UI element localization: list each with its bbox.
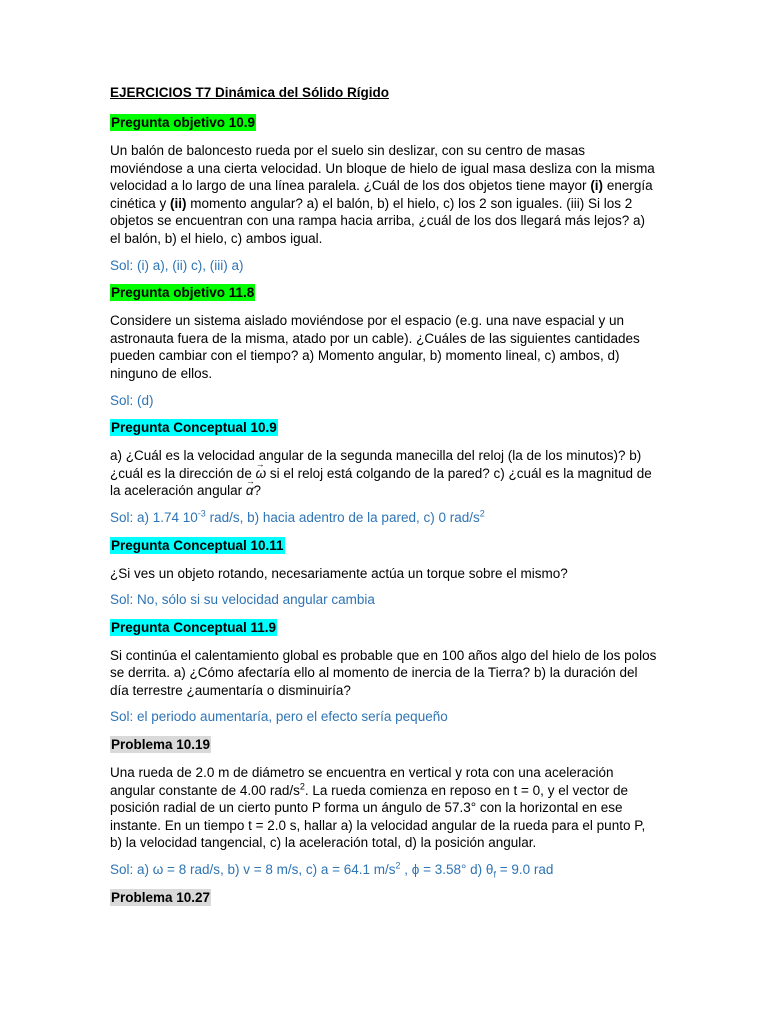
question-text: Si continúa el calentamiento global es probable que en 100 años algo del hielo de los polos se derrita. a) ¿Cómo afectaría ello al momento de inercia de la Tierra? b) la duración del día terrestre ¿aumentaría o disminuiría? bbox=[110, 647, 657, 698]
solution-text: Sol: a) ω = 8 rad/s, b) v = 8 m/s, c) a = 64.1 $m/s^2$ , ϕ = 3.58° d) $\theta_f = 9.0$ rad bbox=[110, 860, 554, 880]
question-conceptual-10-9 bbox=[110, 419, 658, 437]
problem-10-19 bbox=[110, 736, 658, 754]
solution-text: Sol: el periodo aumentaría, pero el efecto sería pequeño bbox=[110, 709, 448, 725]
section-heading: Pregunta Conceptual 10.11 bbox=[111, 537, 284, 553]
solution-text: Sol: (i) a), (ii) c), (iii) a) bbox=[110, 257, 244, 273]
solution-text: Sol: No, sólo si su velocidad angular cambia bbox=[110, 592, 375, 608]
section-heading: Problema 10.27 bbox=[111, 889, 211, 905]
problem-10-27 bbox=[110, 889, 658, 907]
section-heading: Pregunta objetivo 11.8 bbox=[111, 285, 255, 301]
question-conceptual-11-9 bbox=[110, 619, 658, 637]
question-text: a) ¿Cuál es la velocidad angular de la segunda manecilla del reloj (la de los minutos)? b) ¿cuál es la dirección de → ω si el reloj está colgando de la pared? c) ¿cuál es la magnitud de la aceleración angular → α? bbox=[110, 447, 658, 500]
section-heading: Problema 10.19 bbox=[111, 737, 211, 753]
question-text: ¿Si ves un objeto rotando, necesariamente actúa un torque sobre el mismo? bbox=[110, 565, 568, 581]
omega-vector-symbol: → ω bbox=[256, 465, 267, 483]
question-objective-11-8 bbox=[110, 284, 658, 302]
question-conceptual-10-11 bbox=[110, 537, 658, 555]
alpha-vector-symbol: → α bbox=[246, 482, 254, 500]
question-text: Considere un sistema aislado moviéndose por el espacio (e.g. una nave espacial y un astronauta fuera de la misma, atado por un cable). ¿Cuáles de las siguientes cantidades pueden cambiar con el tiempo? a) Momento angular, b) momento lineal, c) ambos, d) ninguno de ellos. bbox=[110, 313, 640, 381]
solution-text: Sol: (d) bbox=[110, 392, 154, 408]
solution-text: Sol: a) 1.74 $10^{-3}$ rad/s, b) hacia adentro de la pared, c) 0 rad/$s^2$ bbox=[110, 508, 485, 525]
question-objective-10-9 bbox=[110, 114, 658, 132]
question-text: Un balón de baloncesto rueda por el suelo sin deslizar, con su centro de masas moviéndose a una cierta velocidad. Un bloque de hielo de igual masa desliza con la misma velocidad a lo largo de una línea paralela. ¿Cuál de los dos objetos tiene mayor (i) energía cinética y (ii) momento angular? a) el balón, b) el hielo, c) los 2 son iguales. (iii) Si los 2 objetos se encuentran con una rampa hacia arriba, ¿cuál de los dos llegará más lejos? a) el balón, b) el hielo, c) ambos igual. bbox=[110, 143, 655, 246]
section-heading: Pregunta Conceptual 11.9 bbox=[111, 619, 277, 635]
problem-text: Una rueda de 2.0 m de diámetro se encuentra en vertical y rota con una aceleración angular constante de 4.00 rad/$s^2$. La rueda comienza en reposo en t = 0, y el vector de posición radial de un cierto punto P forma un ángulo de 57.3° con la horizontal en ese instante. En un tiempo t = 2.0 s, hallar a) la velocidad angular de la rueda para el punto P, b) la velocidad tangencial, c) la aceleración total, d) la posición angular. bbox=[110, 765, 646, 851]
section-heading: Pregunta Conceptual 10.9 bbox=[111, 420, 277, 436]
section-heading: Pregunta objetivo 10.9 bbox=[111, 115, 256, 130]
document-title: EJERCICIOS T7 Dinámica del Sólido Rígido bbox=[110, 85, 390, 100]
